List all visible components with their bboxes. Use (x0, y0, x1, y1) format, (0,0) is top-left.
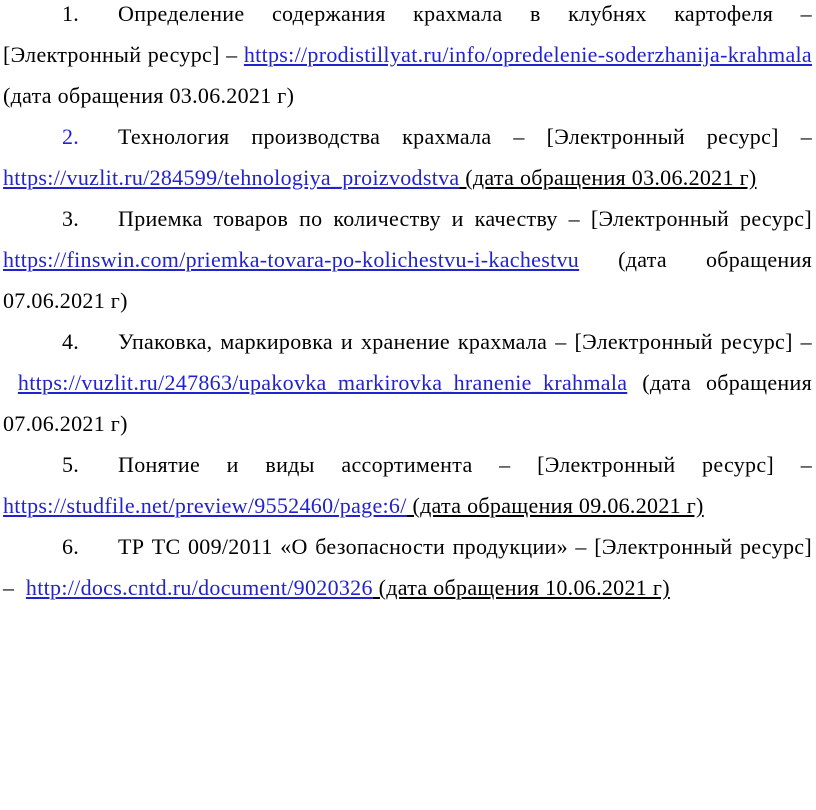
access-date-underlined: (дата обращения 10.06.2021 г) (372, 575, 670, 600)
reference-number: 1. (62, 1, 80, 26)
reference-number: 3. (62, 206, 80, 231)
reference-link[interactable]: https://finswin.com/priemka-tovara-po-kolichestvu-i-kachestvu (3, 247, 580, 272)
reference-item (3, 444, 812, 526)
reference-number: 4. (62, 329, 80, 354)
references-list (3, 0, 812, 608)
reference-item (3, 116, 812, 198)
reference-text: Технология производства крахмала – [Электронный ресурс] – (118, 124, 812, 149)
access-date-underlined: (дата обращения 09.06.2021 г) (406, 493, 704, 518)
reference-item (3, 321, 812, 444)
access-date-underlined: (дата обращения 03.06.2021 г) (459, 165, 757, 190)
reference-number: 5. (62, 452, 80, 477)
reference-link[interactable]: https://vuzlit.ru/284599/tehnologiya_proizvodstva (3, 165, 460, 190)
reference-item (3, 526, 812, 608)
reference-text: (дата обращения 07.06.2021 г) (3, 370, 812, 436)
reference-text: (дата обращения 03.06.2021 г) (3, 83, 295, 108)
reference-item (3, 198, 812, 321)
reference-number: 6. (62, 534, 80, 559)
reference-link[interactable]: https://prodistillyat.ru/info/opredelenie-soderzhanija-krahmala (243, 42, 812, 67)
reference-link[interactable]: https://vuzlit.ru/247863/upakovka_markirovka_hranenie_krahmala (17, 370, 628, 395)
reference-item (3, 0, 812, 116)
reference-text: (дата обращения 07.06.2021 г) (3, 247, 812, 313)
reference-text: Понятие и виды ассортимента – [Электронный ресурс] – (118, 452, 812, 477)
reference-text: Определение содержания крахмала в клубнях картофеля – [Электронный ресурс] – (3, 1, 812, 67)
reference-text: Упаковка, маркировка и хранение крахмала – [Электронный ресурс] – (3, 329, 812, 395)
reference-link[interactable]: https://studfile.net/preview/9552460/page:6/ (3, 493, 407, 518)
reference-text: Приемка товаров по количеству и качеству – [Электронный ресурс] (118, 206, 812, 231)
reference-text: ТР ТС 009/2011 «О безопасности продукции» – [Электронный ресурс] – (3, 534, 812, 600)
reference-number: 2. (62, 124, 80, 149)
reference-link[interactable]: http://docs.cntd.ru/document/9020326 (25, 575, 373, 600)
